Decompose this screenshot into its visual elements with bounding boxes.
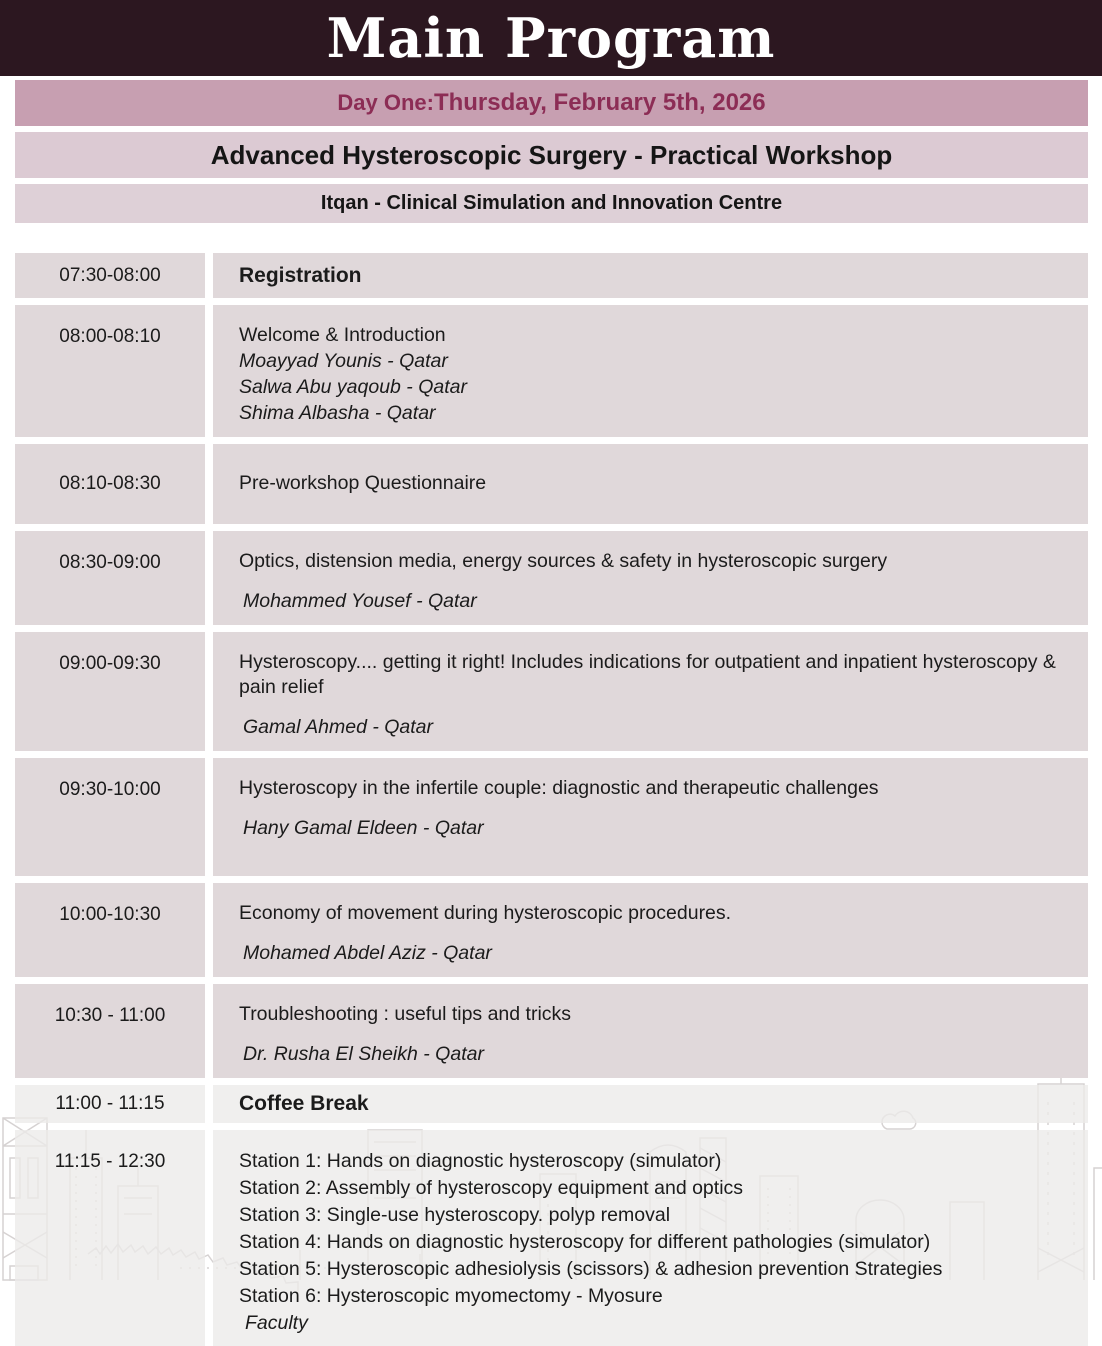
schedule-row (15, 1085, 1088, 1123)
session-title: Welcome & Introduction (239, 324, 446, 346)
time-slot: 09:30-10:00 (15, 758, 205, 876)
speaker-name: Salwa Abu yaqoub - Qatar (239, 375, 467, 398)
speaker-name: Mohamed Abdel Aziz - Qatar (243, 942, 492, 965)
time-slot: 10:30 - 11:00 (15, 984, 205, 1078)
session-title: Economy of movement during hysteroscopic procedures. (239, 902, 732, 925)
time-slot: 08:00-08:10 (15, 305, 205, 437)
station-line: Station 3: Single-use hysteroscopy. polyp removal (239, 1203, 671, 1226)
station-line: Station 4: Hands on diagnostic hysteroscopy for different pathologies (simulator) (239, 1230, 931, 1253)
schedule-row (15, 444, 1088, 524)
session-title: Hysteroscopy in the infertile couple: diagnostic and therapeutic challenges (239, 777, 879, 800)
session-title: Optics, distension media, energy sources & safety in hysteroscopic surgery (239, 549, 888, 572)
speaker-name: Dr. Rusha El Sheikh - Qatar (243, 1043, 484, 1066)
time-slot: 08:30-09:00 (15, 531, 205, 625)
schedule-row (15, 253, 1088, 298)
station-line: Station 2: Assembly of hysteroscopy equipment and optics (239, 1177, 744, 1200)
day-banner (15, 80, 1088, 126)
workshop-title: Advanced Hysteroscopic Surgery - Practical Workshop (210, 139, 893, 170)
workshop-title-banner (15, 132, 1088, 178)
page-title: Main Program (326, 6, 776, 70)
session-title: Hysteroscopy.... getting it right! Includes indications for outpatient and inpatient hysteroscopy & pain relief (239, 650, 1056, 699)
station-line: Station 5: Hysteroscopic adhesiolysis (scissors) & adhesion prevention Strategies (239, 1257, 943, 1280)
session-cell (213, 305, 1088, 437)
station-line: Station 1: Hands on diagnostic hysteroscopy (simulator) (239, 1150, 722, 1173)
session-cell (213, 531, 1088, 625)
time-slot: 09:00-09:30 (15, 632, 205, 752)
day-date: Thursday, February 5th, 2026 (433, 89, 766, 116)
speaker-name: Mohammed Yousef - Qatar (243, 589, 477, 612)
session-cell (213, 758, 1088, 876)
session-cell (213, 1085, 1088, 1123)
masthead (0, 0, 1102, 76)
schedule-row (15, 531, 1088, 625)
session-cell (213, 444, 1088, 524)
speaker-name: Hany Gamal Eldeen - Qatar (243, 817, 484, 840)
session-title: Coffee Break (239, 1092, 369, 1116)
schedule-row (15, 883, 1088, 977)
session-title: Registration (239, 263, 362, 287)
speaker-name: Gamal Ahmed - Qatar (243, 716, 434, 739)
time-slot: 07:30-08:00 (15, 253, 205, 298)
session-title: Pre-workshop Questionnaire (239, 471, 487, 494)
session-cell (213, 253, 1088, 298)
time-slot: 08:10-08:30 (15, 444, 205, 524)
schedule-row (15, 632, 1088, 752)
time-slot: 11:00 - 11:15 (15, 1085, 205, 1123)
speaker-name: Shima Albasha - Qatar (239, 401, 436, 424)
schedule-row (15, 1130, 1088, 1346)
session-title: Troubleshooting : useful tips and tricks (239, 1003, 572, 1026)
schedule-table (15, 253, 1088, 1346)
venue-name: Itqan - Clinical Simulation and Innovation Centre (320, 192, 783, 214)
speaker-name: Moayyad Younis - Qatar (239, 349, 448, 372)
schedule-row (15, 305, 1088, 437)
schedule-row (15, 758, 1088, 876)
session-footer: Faculty (245, 1311, 308, 1334)
session-cell (213, 883, 1088, 977)
banner-stack (15, 80, 1088, 223)
station-line: Station 6: Hysteroscopic myomectomy - Myosure (239, 1284, 663, 1307)
session-cell (213, 1130, 1088, 1346)
schedule-row (15, 984, 1088, 1078)
session-cell (213, 632, 1088, 752)
venue-banner (15, 184, 1088, 223)
day-label: Day One: (337, 90, 434, 115)
time-slot: 11:15 - 12:30 (15, 1130, 205, 1346)
session-cell (213, 984, 1088, 1078)
time-slot: 10:00-10:30 (15, 883, 205, 977)
